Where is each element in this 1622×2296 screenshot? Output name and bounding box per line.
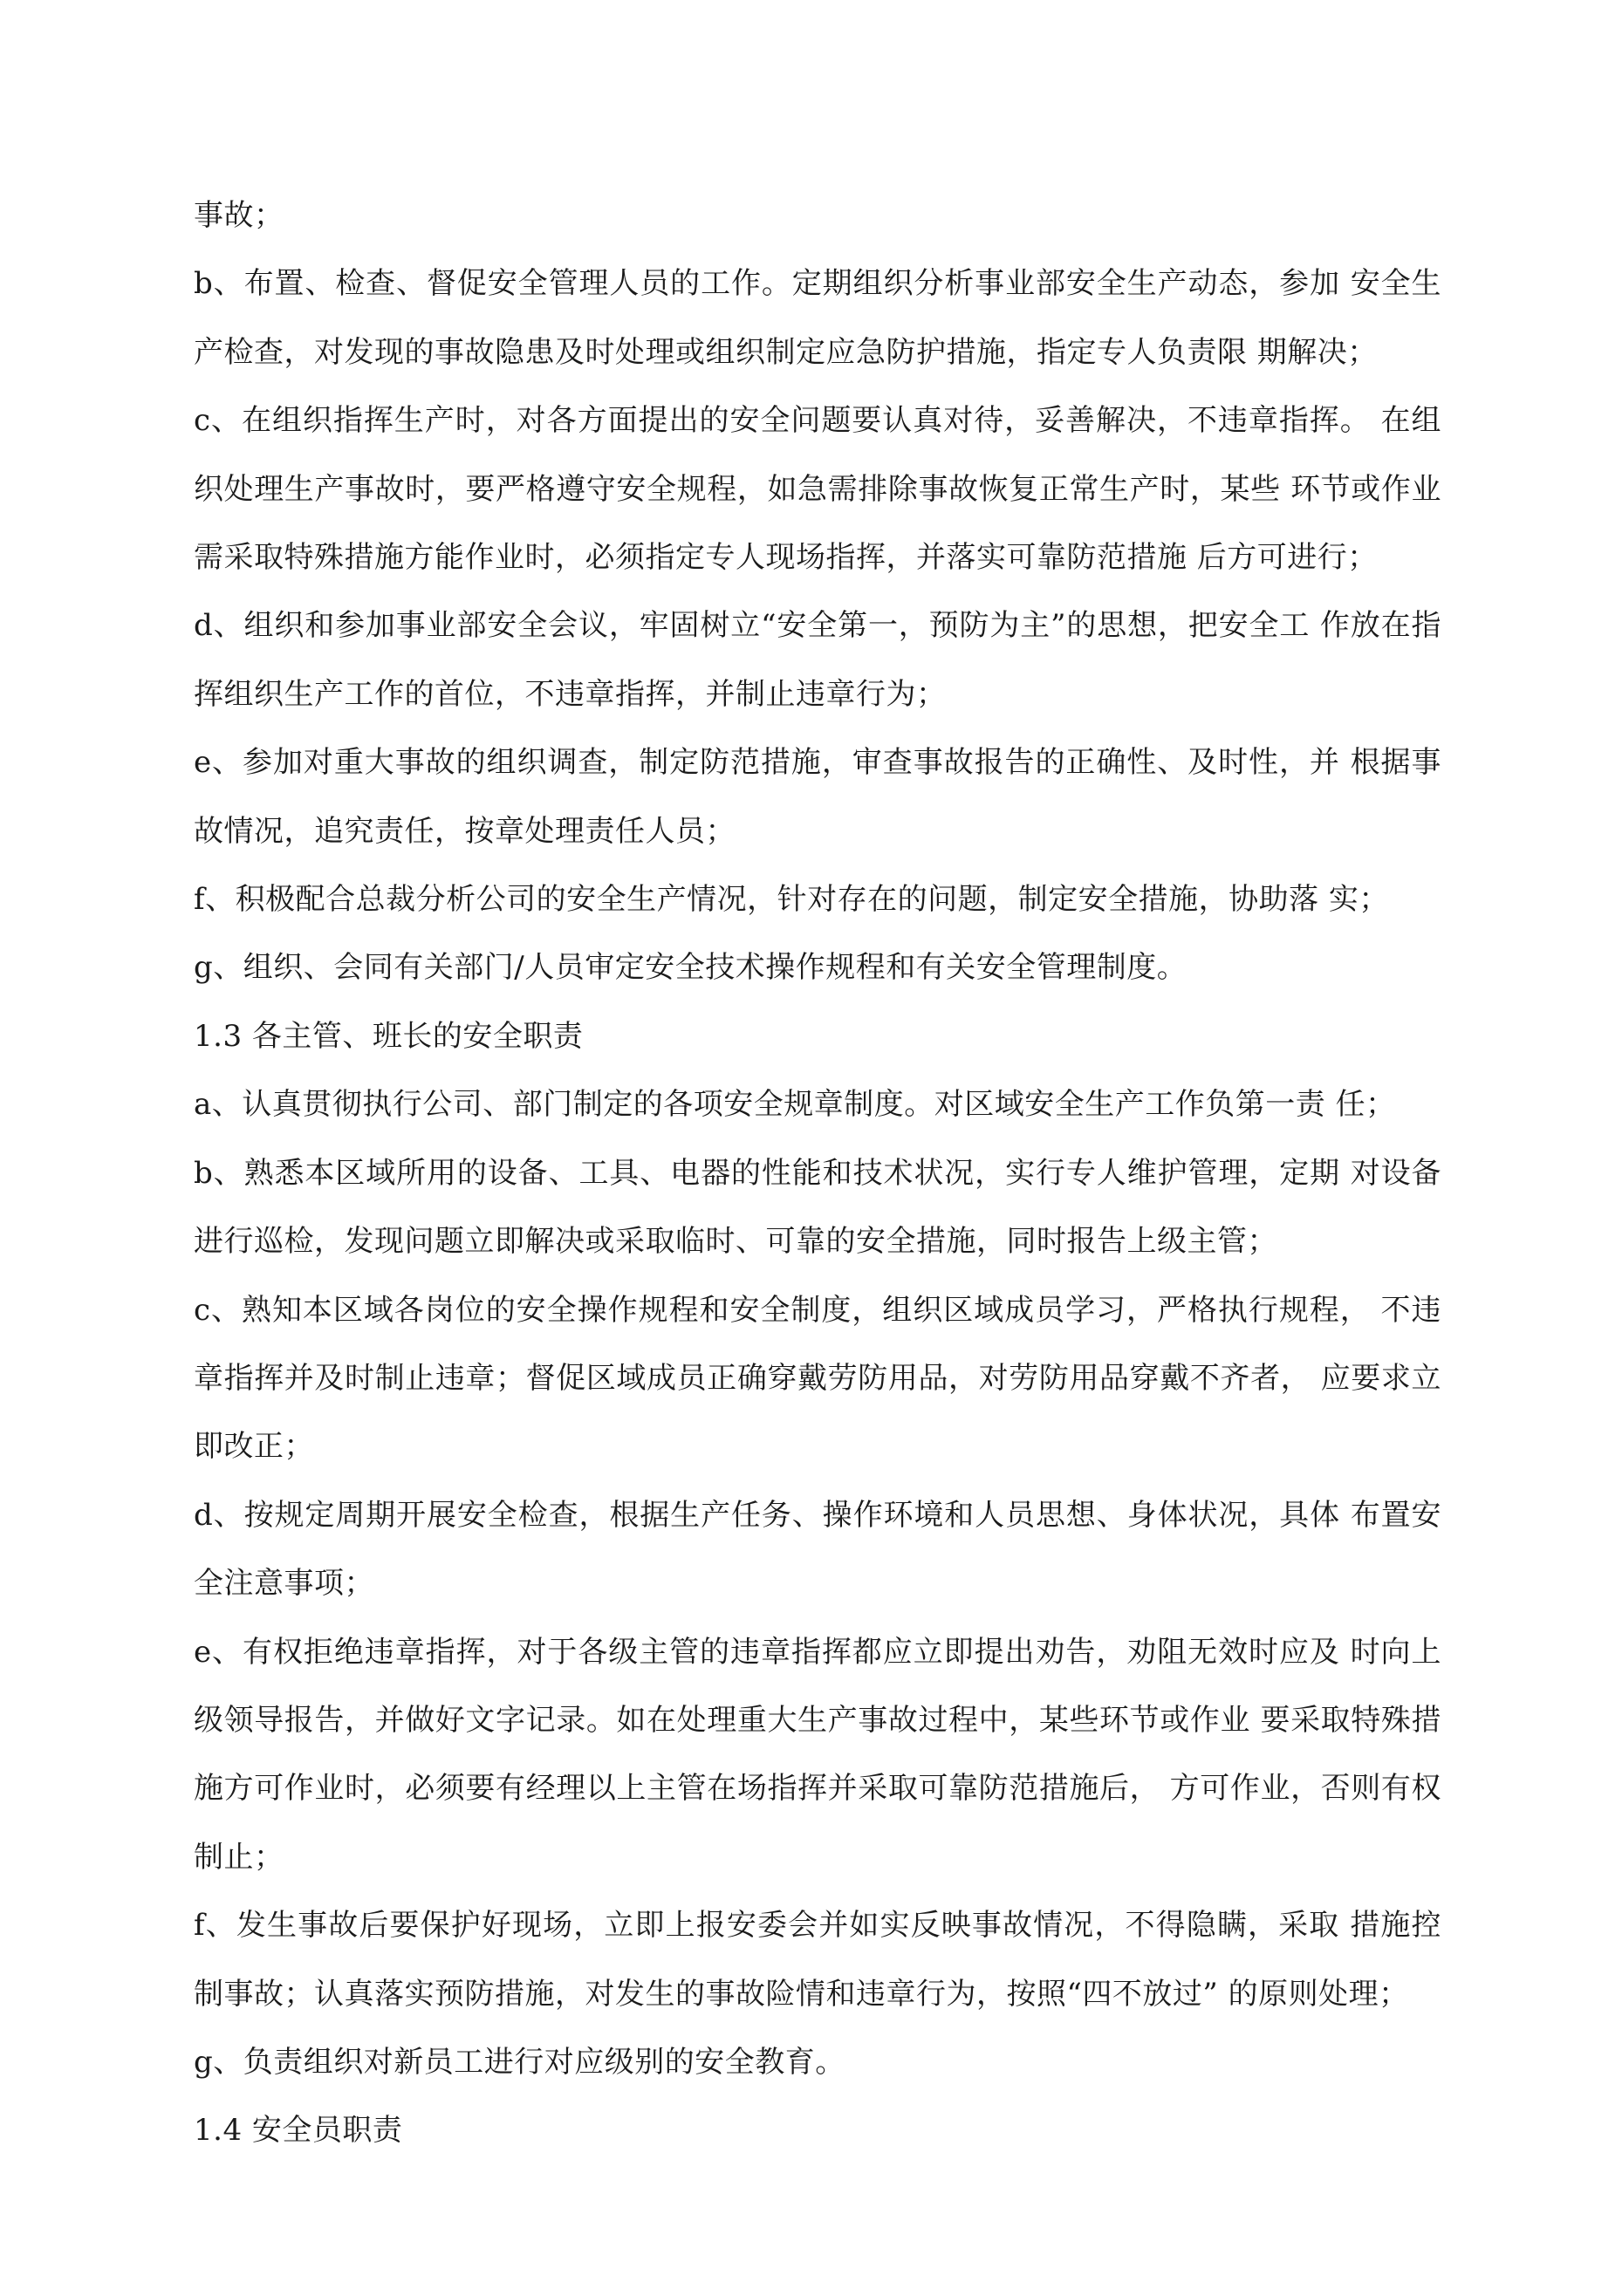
paragraph-g-new-staff-education: g、负责组织对新员工进行对应级别的安全教育。 [194,2044,845,2080]
paragraph-a-implement-rules: a、认真贯彻执行公司、部门制定的各项安全规章制度。对区域安全生产工作负第一责 任； [194,1087,1396,1123]
paragraph-e-refuse-violation: e、有权拒绝违章指挥，对于各级主管的违章指挥都应立即提出劝告，劝阻无效时应及 时向上级领导报告，并做好文字记录。如在处理重大生产事故过程中，某些环节或作业 要采取特殊措施方可作业时，必须要有经理以上主管在场指挥并采取可靠防范措施后， 方可作业，否则有权制止； [194,1634,1441,1875]
paragraph-f-cooperate-president: f、积极配合总裁分析公司的安全生产情况，针对存在的问题，制定安全措施，协助落 实； [194,882,1389,918]
paragraph-c-operation-procedures: c、熟知本区域各岗位的安全操作规程和安全制度，组织区域成员学习，严格执行规程， 不违章指挥并及时制止违章；督促区域成员正确穿戴劳防用品，对劳防用品穿戴不齐者， 应要求立即改正； [194,1292,1441,1465]
section-heading-1-3: 1.3 各主管、班长的安全职责 [194,1018,584,1054]
paragraph-b-deploy-check: b、布置、检查、督促安全管理人员的工作。定期组织分析事业部安全生产动态，参加 安全生产检查，对发现的事故隐患及时处理或组织制定应急防护措施，指定专人负责限 期解决； [194,266,1441,370]
paragraph-g-review-procedures: g、组织、会同有关部门/人员审定安全技术操作规程和有关安全管理制度。 [194,950,1187,986]
paragraph-c-command-production: c、在组织指挥生产时，对各方面提出的安全问题要认真对待，妥善解决，不违章指挥。 在组织处理生产事故时，要严格遵守安全规程，如急需排除事故恢复正常生产时，某些 环节或作业需采取特殊措施方能作业时，必须指定专人现场指挥，并落实可靠防范措施 后方可进行； [194,403,1441,576]
paragraph-accident-end: 事故； [194,198,284,233]
paragraph-d-safety-meeting: d、组织和参加事业部安全会议，牢固树立“安全第一，预防为主”的思想，把安全工 作放在指挥组织生产工作的首位，不违章指挥，并制止违章行为； [194,608,1441,712]
document-body [194,181,1441,2165]
paragraph-f-protect-scene: f、发生事故后要保护好现场，立即上报安委会并如实反映事故情况，不得隐瞒，采取 措施控制事故；认真落实预防措施，对发生的事故险情和违章行为，按照“四不放过” 的原则处理； [194,1908,1441,2012]
paragraph-e-accident-investigation: e、参加对重大事故的组织调查，制定防范措施，审查事故报告的正确性、及时性，并 根据事故情况，追究责任，按章处理责任人员； [194,745,1441,849]
paragraph-d-periodic-inspection: d、按规定周期开展安全检查，根据生产任务、操作环境和人员思想、身体状况，具体 布置安全注意事项； [194,1497,1441,1602]
paragraph-b-equipment-knowledge: b、熟悉本区域所用的设备、工具、电器的性能和技术状况，实行专人维护管理，定期 对设备进行巡检，发现问题立即解决或采取临时、可靠的安全措施，同时报告上级主管； [194,1155,1441,1260]
section-heading-1-4: 1.4 安全员职责 [194,2113,403,2149]
